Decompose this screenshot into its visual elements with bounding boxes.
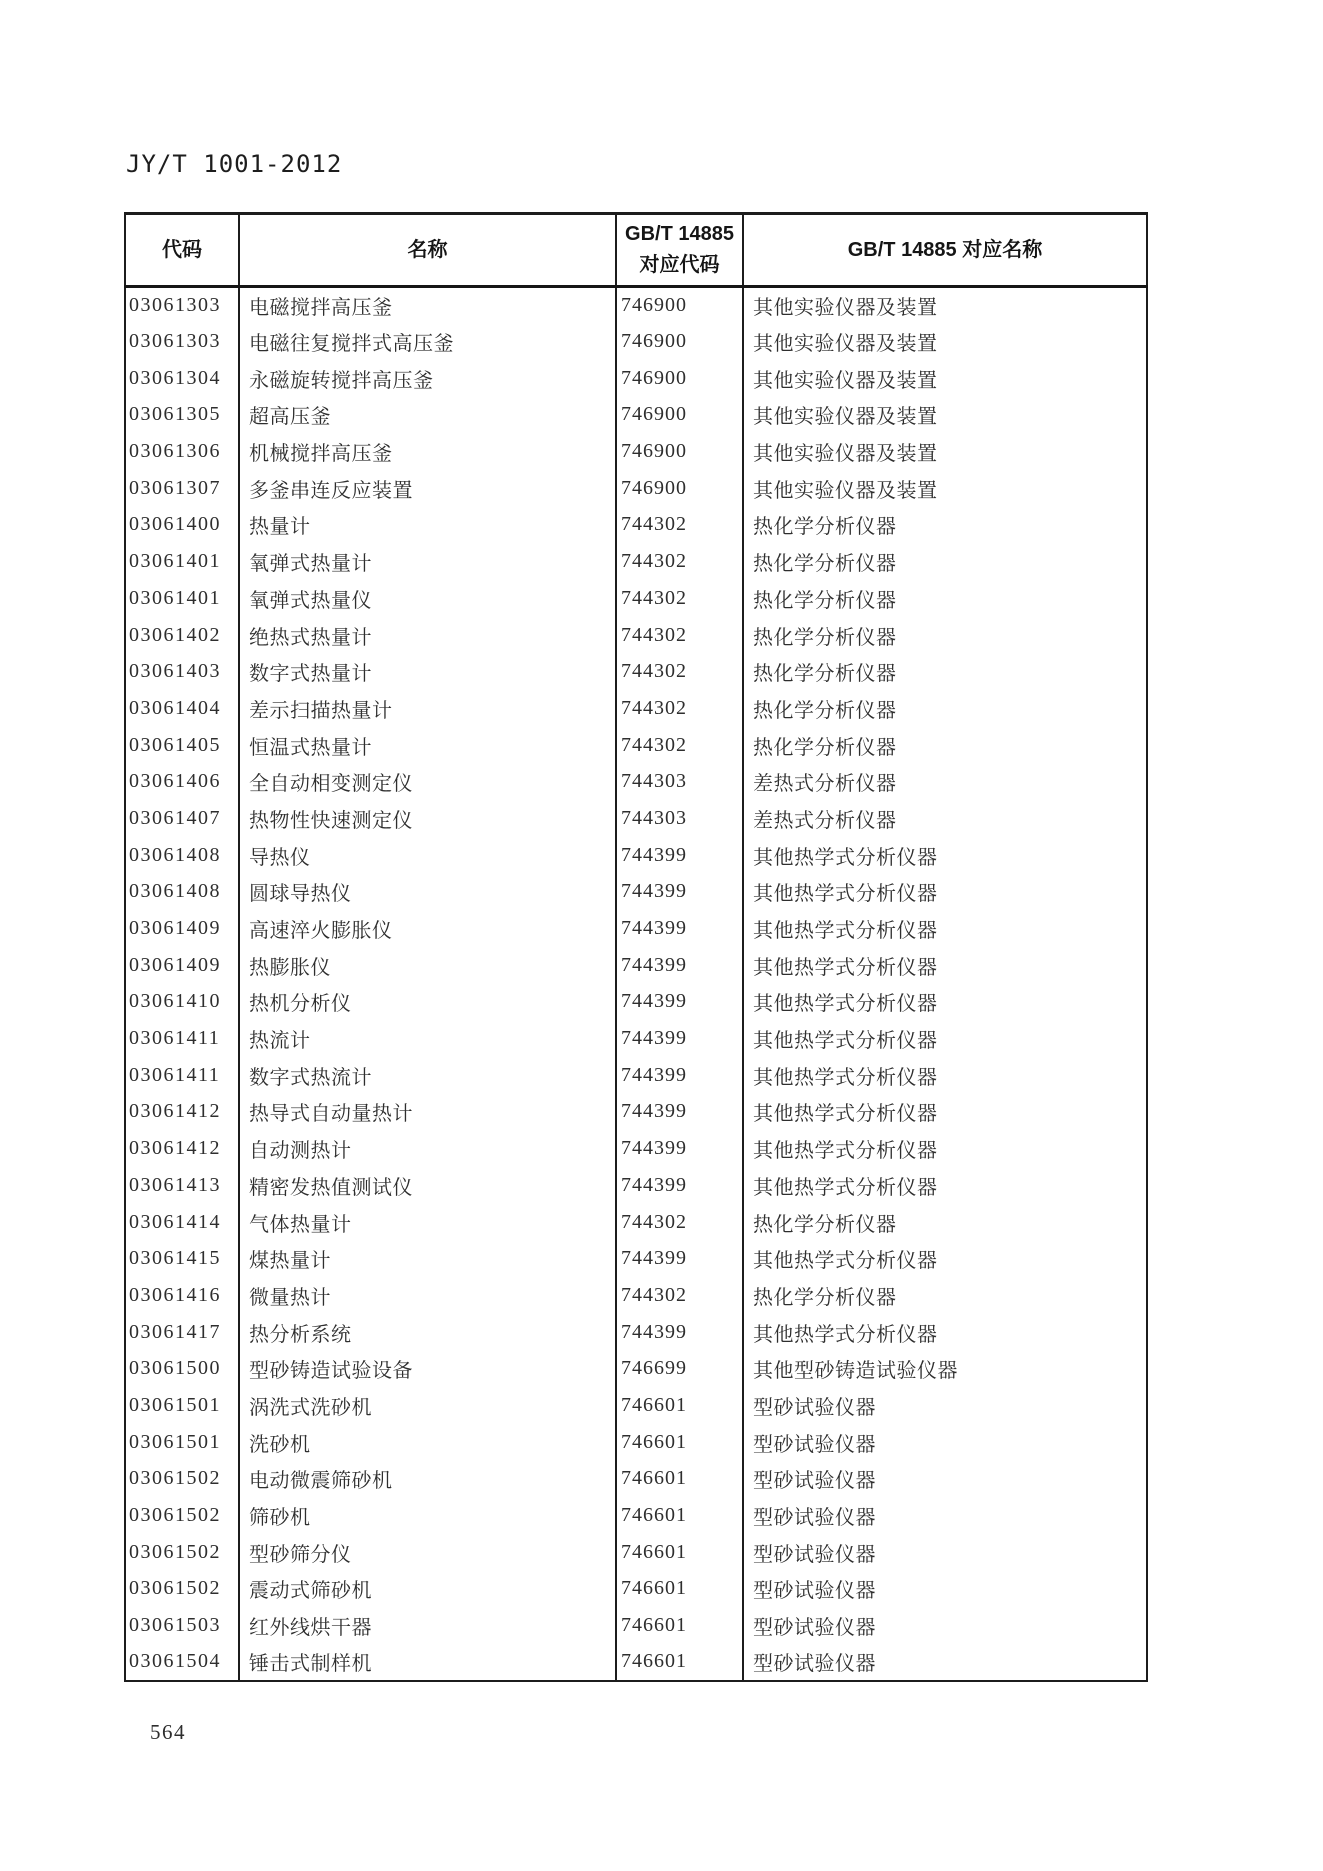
cell-code: 03061400	[125, 507, 239, 544]
cell-code: 03061303	[125, 323, 239, 360]
cell-name: 锤击式制样机	[239, 1644, 616, 1681]
cell-name: 氧弹式热量计	[239, 543, 616, 580]
table-row	[125, 1204, 1147, 1241]
cell-name: 热物性快速测定仪	[239, 800, 616, 837]
cell-gbt-code: 746601	[616, 1497, 743, 1534]
cell-code: 03061407	[125, 800, 239, 837]
cell-gbt-code: 744303	[616, 763, 743, 800]
table-row	[125, 1094, 1147, 1131]
table-row	[125, 874, 1147, 911]
cell-gbt-code: 744399	[616, 1167, 743, 1204]
cell-gbt-code: 744399	[616, 947, 743, 984]
cell-code: 03061416	[125, 1277, 239, 1314]
cell-gbt-code: 746900	[616, 397, 743, 434]
cell-gbt-name: 其他热学式分析仪器	[743, 874, 1147, 911]
cell-name: 机械搅拌高压釜	[239, 433, 616, 470]
cell-gbt-name: 热化学分析仪器	[743, 1204, 1147, 1241]
table-row	[125, 507, 1147, 544]
cell-gbt-code: 744302	[616, 653, 743, 690]
cell-gbt-code: 746900	[616, 287, 743, 324]
cell-gbt-name: 其他热学式分析仪器	[743, 984, 1147, 1021]
table-row	[125, 727, 1147, 764]
table-row	[125, 1461, 1147, 1498]
cell-name: 热机分析仪	[239, 984, 616, 1021]
cell-gbt-code: 746601	[616, 1461, 743, 1498]
column-header-gbt-name: GB/T 14885 对应名称	[743, 214, 1147, 287]
cell-gbt-code: 744302	[616, 507, 743, 544]
cell-gbt-name: 其他实验仪器及装置	[743, 360, 1147, 397]
cell-name: 精密发热值测试仪	[239, 1167, 616, 1204]
cell-name: 圆球导热仪	[239, 874, 616, 911]
cell-name: 差示扫描热量计	[239, 690, 616, 727]
cell-gbt-name: 其他实验仪器及装置	[743, 470, 1147, 507]
cell-gbt-code: 746900	[616, 360, 743, 397]
cell-gbt-code: 746900	[616, 323, 743, 360]
cell-gbt-name: 其他型砂铸造试验仪器	[743, 1350, 1147, 1387]
cell-code: 03061500	[125, 1350, 239, 1387]
table-row	[125, 1240, 1147, 1277]
table-row	[125, 653, 1147, 690]
cell-name: 电磁搅拌高压釜	[239, 287, 616, 324]
cell-gbt-name: 热化学分析仪器	[743, 543, 1147, 580]
table-row	[125, 287, 1147, 324]
cell-name: 导热仪	[239, 837, 616, 874]
cell-gbt-code: 744399	[616, 1020, 743, 1057]
table-row	[125, 1644, 1147, 1681]
cell-gbt-code: 746699	[616, 1350, 743, 1387]
cell-gbt-code: 744399	[616, 1130, 743, 1167]
table-row	[125, 1387, 1147, 1424]
table-row	[125, 1020, 1147, 1057]
cell-gbt-name: 其他热学式分析仪器	[743, 910, 1147, 947]
table-row	[125, 1130, 1147, 1167]
cell-gbt-code: 744399	[616, 1094, 743, 1131]
cell-name: 型砂铸造试验设备	[239, 1350, 616, 1387]
table-row	[125, 763, 1147, 800]
cell-code: 03061502	[125, 1461, 239, 1498]
cell-name: 震动式筛砂机	[239, 1571, 616, 1608]
cell-code: 03061304	[125, 360, 239, 397]
cell-gbt-code: 746900	[616, 433, 743, 470]
column-header-gbt-code-line2: 对应代码	[639, 254, 720, 276]
cell-code: 03061411	[125, 1057, 239, 1094]
cell-gbt-name: 型砂试验仪器	[743, 1534, 1147, 1571]
cell-gbt-code: 744399	[616, 874, 743, 911]
table-row	[125, 323, 1147, 360]
cell-name: 氧弹式热量仪	[239, 580, 616, 617]
table-row	[125, 1497, 1147, 1534]
cell-gbt-code: 746601	[616, 1534, 743, 1571]
cell-code: 03061412	[125, 1130, 239, 1167]
cell-name: 洗砂机	[239, 1424, 616, 1461]
cell-gbt-name: 热化学分析仪器	[743, 653, 1147, 690]
cell-gbt-name: 型砂试验仪器	[743, 1424, 1147, 1461]
cell-code: 03061403	[125, 653, 239, 690]
cell-gbt-name: 其他实验仪器及装置	[743, 323, 1147, 360]
cell-gbt-code: 746900	[616, 470, 743, 507]
cell-name: 热量计	[239, 507, 616, 544]
cell-gbt-name: 其他热学式分析仪器	[743, 1094, 1147, 1131]
table-row	[125, 470, 1147, 507]
cell-gbt-name: 热化学分析仪器	[743, 690, 1147, 727]
cell-name: 煤热量计	[239, 1240, 616, 1277]
table-row	[125, 1424, 1147, 1461]
cell-gbt-name: 热化学分析仪器	[743, 580, 1147, 617]
cell-code: 03061405	[125, 727, 239, 764]
cell-gbt-code: 744399	[616, 910, 743, 947]
cell-name: 红外线烘干器	[239, 1607, 616, 1644]
cell-gbt-code: 744399	[616, 837, 743, 874]
cell-gbt-code: 746601	[616, 1607, 743, 1644]
cell-code: 03061412	[125, 1094, 239, 1131]
cell-gbt-name: 其他热学式分析仪器	[743, 1057, 1147, 1094]
table-row	[125, 617, 1147, 654]
table-header	[125, 214, 1147, 287]
cell-code: 03061411	[125, 1020, 239, 1057]
cell-name: 多釜串连反应装置	[239, 470, 616, 507]
cell-gbt-code: 744302	[616, 580, 743, 617]
cell-code: 03061501	[125, 1387, 239, 1424]
cell-code: 03061502	[125, 1571, 239, 1608]
cell-gbt-code: 744302	[616, 1277, 743, 1314]
code-mapping-table	[124, 212, 1148, 1682]
table-row	[125, 543, 1147, 580]
table-row	[125, 1057, 1147, 1094]
cell-gbt-name: 其他热学式分析仪器	[743, 1240, 1147, 1277]
cell-gbt-name: 其他热学式分析仪器	[743, 947, 1147, 984]
cell-code: 03061307	[125, 470, 239, 507]
cell-gbt-code: 746601	[616, 1571, 743, 1608]
cell-gbt-code: 744302	[616, 543, 743, 580]
cell-code: 03061503	[125, 1607, 239, 1644]
cell-code: 03061417	[125, 1314, 239, 1351]
cell-gbt-code: 744399	[616, 984, 743, 1021]
table-row	[125, 837, 1147, 874]
cell-gbt-code: 746601	[616, 1424, 743, 1461]
table-row	[125, 397, 1147, 434]
cell-code: 03061305	[125, 397, 239, 434]
table-row	[125, 910, 1147, 947]
cell-code: 03061504	[125, 1644, 239, 1681]
cell-gbt-code: 744302	[616, 727, 743, 764]
column-header-name: 名称	[239, 214, 616, 287]
cell-code: 03061401	[125, 580, 239, 617]
cell-code: 03061413	[125, 1167, 239, 1204]
cell-name: 电磁往复搅拌式高压釜	[239, 323, 616, 360]
table-row	[125, 947, 1147, 984]
cell-code: 03061408	[125, 874, 239, 911]
table-row	[125, 580, 1147, 617]
cell-code: 03061415	[125, 1240, 239, 1277]
cell-gbt-name: 差热式分析仪器	[743, 800, 1147, 837]
table-row	[125, 1571, 1147, 1608]
cell-gbt-code: 744399	[616, 1314, 743, 1351]
table-body	[125, 287, 1147, 1681]
table-row	[125, 433, 1147, 470]
cell-name: 恒温式热量计	[239, 727, 616, 764]
cell-code: 03061401	[125, 543, 239, 580]
table-row	[125, 1607, 1147, 1644]
cell-gbt-name: 型砂试验仪器	[743, 1497, 1147, 1534]
cell-code: 03061502	[125, 1534, 239, 1571]
table-row	[125, 1277, 1147, 1314]
cell-gbt-code: 744302	[616, 617, 743, 654]
cell-name: 超高压釜	[239, 397, 616, 434]
cell-gbt-name: 热化学分析仪器	[743, 727, 1147, 764]
cell-code: 03061404	[125, 690, 239, 727]
cell-gbt-code: 746601	[616, 1387, 743, 1424]
cell-name: 热流计	[239, 1020, 616, 1057]
table-row	[125, 1534, 1147, 1571]
table-row	[125, 1350, 1147, 1387]
cell-gbt-name: 其他热学式分析仪器	[743, 1314, 1147, 1351]
cell-gbt-name: 差热式分析仪器	[743, 763, 1147, 800]
cell-code: 03061502	[125, 1497, 239, 1534]
cell-code: 03061410	[125, 984, 239, 1021]
cell-name: 热膨胀仪	[239, 947, 616, 984]
cell-code: 03061501	[125, 1424, 239, 1461]
cell-code: 03061402	[125, 617, 239, 654]
table-row	[125, 1167, 1147, 1204]
cell-gbt-code: 744399	[616, 1057, 743, 1094]
cell-name: 热导式自动量热计	[239, 1094, 616, 1131]
cell-code: 03061303	[125, 287, 239, 324]
column-header-code: 代码	[125, 214, 239, 287]
cell-name: 电动微震筛砂机	[239, 1461, 616, 1498]
cell-name: 绝热式热量计	[239, 617, 616, 654]
column-header-gbt-code	[616, 214, 743, 287]
cell-code: 03061406	[125, 763, 239, 800]
cell-code: 03061306	[125, 433, 239, 470]
cell-gbt-code: 744399	[616, 1240, 743, 1277]
table-row	[125, 800, 1147, 837]
cell-gbt-name: 其他实验仪器及装置	[743, 433, 1147, 470]
cell-name: 全自动相变测定仪	[239, 763, 616, 800]
cell-gbt-code: 744303	[616, 800, 743, 837]
cell-gbt-code: 746601	[616, 1644, 743, 1681]
cell-code: 03061409	[125, 910, 239, 947]
cell-gbt-name: 其他热学式分析仪器	[743, 1167, 1147, 1204]
cell-name: 气体热量计	[239, 1204, 616, 1241]
cell-code: 03061414	[125, 1204, 239, 1241]
table-row	[125, 360, 1147, 397]
cell-gbt-name: 其他热学式分析仪器	[743, 837, 1147, 874]
table-row	[125, 690, 1147, 727]
cell-name: 筛砂机	[239, 1497, 616, 1534]
cell-gbt-name: 型砂试验仪器	[743, 1644, 1147, 1681]
cell-gbt-name: 热化学分析仪器	[743, 617, 1147, 654]
cell-gbt-name: 型砂试验仪器	[743, 1461, 1147, 1498]
column-header-gbt-code-line1: GB/T 14885	[625, 223, 734, 245]
table-header-row	[125, 214, 1147, 287]
cell-gbt-name: 其他实验仪器及装置	[743, 287, 1147, 324]
cell-name: 永磁旋转搅拌高压釜	[239, 360, 616, 397]
cell-gbt-name: 型砂试验仪器	[743, 1607, 1147, 1644]
page-number: 564	[150, 1720, 186, 1744]
cell-name: 高速淬火膨胀仪	[239, 910, 616, 947]
cell-gbt-name: 其他实验仪器及装置	[743, 397, 1147, 434]
table-row	[125, 1314, 1147, 1351]
cell-name: 涡洗式洗砂机	[239, 1387, 616, 1424]
cell-gbt-name: 其他热学式分析仪器	[743, 1130, 1147, 1167]
cell-name: 数字式热量计	[239, 653, 616, 690]
cell-gbt-name: 热化学分析仪器	[743, 1277, 1147, 1314]
cell-gbt-name: 其他热学式分析仪器	[743, 1020, 1147, 1057]
cell-name: 型砂筛分仪	[239, 1534, 616, 1571]
cell-code: 03061408	[125, 837, 239, 874]
cell-code: 03061409	[125, 947, 239, 984]
cell-gbt-name: 型砂试验仪器	[743, 1387, 1147, 1424]
cell-gbt-code: 744302	[616, 690, 743, 727]
cell-name: 微量热计	[239, 1277, 616, 1314]
cell-name: 热分析系统	[239, 1314, 616, 1351]
page-title: JY/T 1001-2012	[126, 150, 343, 178]
cell-gbt-code: 744302	[616, 1204, 743, 1241]
cell-gbt-name: 型砂试验仪器	[743, 1571, 1147, 1608]
cell-name: 自动测热计	[239, 1130, 616, 1167]
table-row	[125, 984, 1147, 1021]
cell-name: 数字式热流计	[239, 1057, 616, 1094]
cell-gbt-name: 热化学分析仪器	[743, 507, 1147, 544]
